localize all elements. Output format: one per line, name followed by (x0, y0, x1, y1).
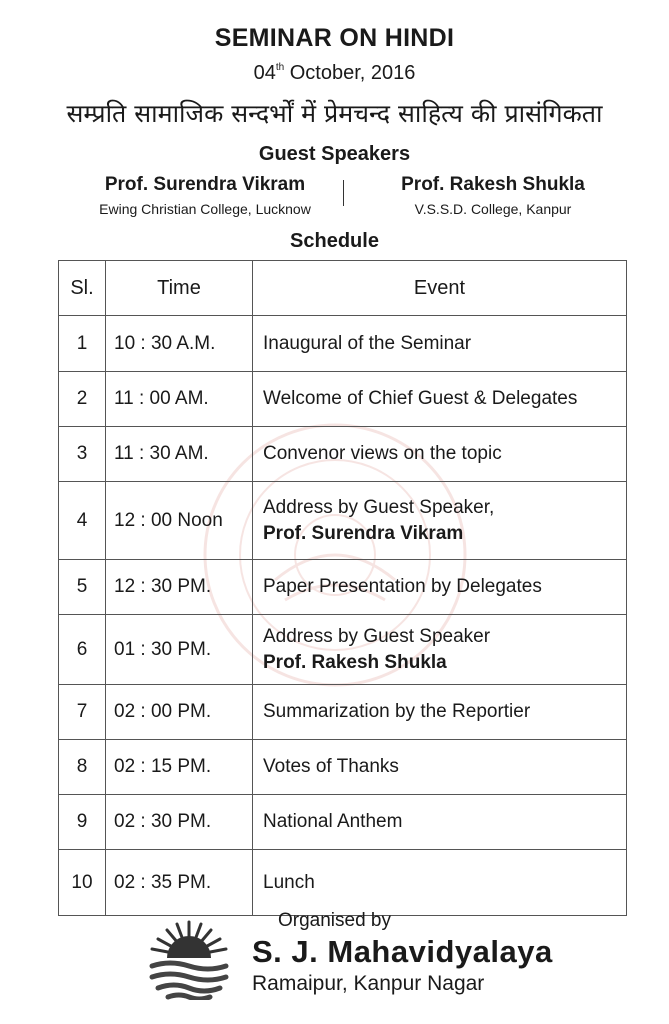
cell-time: 02 : 15 PM. (106, 740, 253, 795)
schedule-table (58, 260, 627, 916)
cell-sl: 8 (59, 740, 106, 795)
column-header-time: Time (106, 261, 253, 316)
guest-speaker-2 (358, 174, 628, 217)
event-speaker-name: Prof. Surendra Vikram (263, 522, 464, 544)
cell-event (253, 372, 627, 427)
cell-sl: 1 (59, 316, 106, 372)
cell-sl: 7 (59, 685, 106, 740)
table-row (59, 316, 627, 372)
organiser-name: S. J. Mahavidyalaya (252, 934, 553, 969)
cell-sl: 3 (59, 427, 106, 482)
table-row (59, 685, 627, 740)
hindi-subtitle: सम्प्रति सामाजिक सन्दर्भों में प्रेमचन्द साहित्य की प्रासंगिकता (66, 99, 603, 128)
date-day: 04 (253, 62, 276, 84)
cell-sl: 4 (59, 482, 106, 560)
cell-time: 02 : 30 PM. (106, 795, 253, 850)
cell-event (253, 795, 627, 850)
cell-sl: 9 (59, 795, 106, 850)
cell-sl: 6 (59, 615, 106, 685)
cell-sl: 5 (59, 560, 106, 615)
cell-sl: 10 (59, 850, 106, 916)
table-row (59, 372, 627, 427)
cell-event (253, 740, 627, 795)
cell-event (253, 685, 627, 740)
cell-event (253, 850, 627, 916)
table-row (59, 427, 627, 482)
cell-event (253, 427, 627, 482)
table-header-row (59, 261, 627, 316)
table-row (59, 795, 627, 850)
speaker-divider (343, 180, 344, 206)
cell-event (253, 615, 627, 685)
cell-time: 01 : 30 PM. (106, 615, 253, 685)
cell-time: 02 : 35 PM. (106, 850, 253, 916)
seminar-title: SEMINAR ON HINDI (214, 24, 455, 52)
event-speaker-name: Prof. Rakesh Shukla (263, 651, 447, 673)
guest-speaker-1 (60, 174, 350, 217)
organiser-place: Ramaipur, Kanpur Nagar (252, 972, 485, 995)
cell-event (253, 482, 627, 560)
speaker-name: Prof. Surendra Vikram (104, 174, 306, 195)
event-text: Lunch (263, 871, 315, 893)
cell-event (253, 560, 627, 615)
seminar-date (0, 62, 669, 85)
schedule-heading: Schedule (290, 230, 379, 252)
column-header-event: Event (253, 261, 627, 316)
cell-time: 11 : 00 AM. (106, 372, 253, 427)
event-text: Summarization by the Reportier (263, 701, 531, 722)
rising-sun-over-water-icon (148, 916, 230, 1000)
table-row (59, 482, 627, 560)
event-text: Convenor views on the topic (263, 443, 502, 464)
cell-time: 02 : 00 PM. (106, 685, 253, 740)
table-row (59, 740, 627, 795)
organised-by-label: Organised by (277, 910, 391, 931)
event-text: Paper Presentation by Delegates (263, 576, 542, 597)
table-row (59, 560, 627, 615)
cell-event (253, 316, 627, 372)
speaker-institution: V.S.S.D. College, Kanpur (414, 201, 572, 217)
table-row (59, 850, 627, 916)
speaker-institution: Ewing Christian College, Lucknow (99, 201, 311, 217)
event-text: Inaugural of the Seminar (263, 332, 472, 354)
event-text: Address by Guest Speaker, (263, 496, 495, 518)
cell-time: 11 : 30 AM. (106, 427, 253, 482)
event-text: Address by Guest Speaker (263, 625, 491, 647)
cell-time: 10 : 30 A.M. (106, 316, 253, 372)
cell-time: 12 : 00 Noon (106, 482, 253, 560)
speaker-name: Prof. Rakesh Shukla (401, 174, 585, 195)
event-text: Votes of Thanks (263, 756, 399, 777)
cell-sl: 2 (59, 372, 106, 427)
cell-time: 12 : 30 PM. (106, 560, 253, 615)
schedule-rows (59, 316, 627, 916)
table-row (59, 615, 627, 685)
column-header-sl: Sl. (59, 261, 106, 316)
event-text: Welcome of Chief Guest & Delegates (263, 388, 578, 409)
guest-speakers-heading: Guest Speakers (258, 143, 411, 165)
event-text: National Anthem (263, 811, 403, 832)
date-suffix: th (275, 62, 285, 73)
date-rest: October, 2016 (284, 62, 416, 84)
